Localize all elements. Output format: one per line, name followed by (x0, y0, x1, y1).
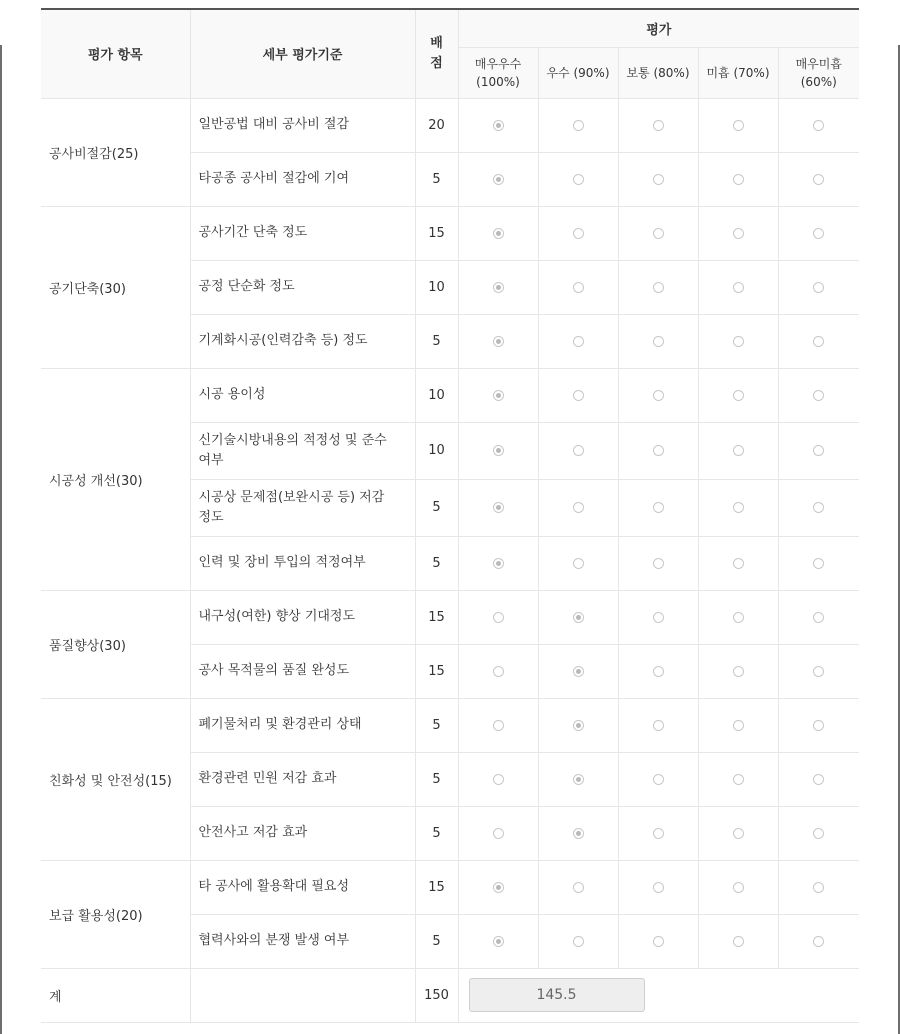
points-cell: 5 (415, 152, 458, 206)
points-cell: 10 (415, 368, 458, 422)
radio-very-poor[interactable] (813, 390, 824, 401)
grade-cell (778, 806, 859, 860)
points-cell: 20 (415, 98, 458, 152)
grade-cell (618, 368, 698, 422)
radio-excellent[interactable] (493, 720, 504, 731)
radio-very-poor[interactable] (813, 666, 824, 677)
radio-poor[interactable] (733, 666, 744, 677)
header-points-label: 배 점 (430, 35, 443, 71)
radio-excellent[interactable] (493, 336, 504, 347)
header-criteria: 세부 평가기준 (190, 9, 415, 98)
radio-excellent[interactable] (493, 558, 504, 569)
grade-cell (538, 644, 618, 698)
grade-cell (458, 536, 538, 590)
grade-cell (618, 206, 698, 260)
total-criteria-empty (190, 968, 415, 1022)
grade-header-good: 우수 (90%) (538, 47, 618, 98)
criterion-cell: 기계화시공(인력감축 등) 정도 (190, 314, 415, 368)
radio-very-poor[interactable] (813, 174, 824, 185)
table-row (41, 368, 859, 422)
radio-good[interactable] (573, 828, 584, 839)
radio-poor[interactable] (733, 174, 744, 185)
radio-good[interactable] (573, 666, 584, 677)
grade-cell (698, 422, 778, 479)
grade-cell (698, 644, 778, 698)
grade-cell (458, 368, 538, 422)
radio-average[interactable] (653, 228, 664, 239)
grade-cell (458, 422, 538, 479)
radio-average[interactable] (653, 174, 664, 185)
grade-cell (698, 536, 778, 590)
category-cell: 보급 활용성(20) (41, 860, 190, 968)
grade-cell (778, 644, 859, 698)
radio-average[interactable] (653, 282, 664, 293)
radio-very-poor[interactable] (813, 502, 824, 513)
grade-cell (538, 422, 618, 479)
points-cell: 10 (415, 422, 458, 479)
radio-excellent[interactable] (493, 390, 504, 401)
window-edge-left (0, 45, 2, 1034)
radio-very-poor[interactable] (813, 120, 824, 131)
radio-excellent[interactable] (493, 502, 504, 513)
points-cell: 15 (415, 644, 458, 698)
grade-cell (618, 698, 698, 752)
table-body (41, 98, 859, 1022)
grade-cell (458, 479, 538, 536)
grade-cell (538, 752, 618, 806)
grade-header-very-poor: 매우미흡 (60%) (778, 47, 859, 98)
grade-cell (458, 314, 538, 368)
grade-cell (778, 422, 859, 479)
radio-good[interactable] (573, 228, 584, 239)
radio-excellent[interactable] (493, 445, 504, 456)
criterion-cell: 타공종 공사비 절감에 기여 (190, 152, 415, 206)
criterion-cell: 인력 및 장비 투입의 적정여부 (190, 536, 415, 590)
grade-cell (778, 698, 859, 752)
radio-good[interactable] (573, 336, 584, 347)
radio-good[interactable] (573, 936, 584, 947)
table-row (41, 698, 859, 752)
radio-average[interactable] (653, 445, 664, 456)
radio-average[interactable] (653, 774, 664, 785)
points-cell: 15 (415, 590, 458, 644)
grade-cell (698, 206, 778, 260)
radio-excellent[interactable] (493, 174, 504, 185)
criterion-cell: 일반공법 대비 공사비 절감 (190, 98, 415, 152)
points-cell: 15 (415, 206, 458, 260)
grade-cell (698, 860, 778, 914)
grade-cell (538, 368, 618, 422)
points-cell: 5 (415, 914, 458, 968)
radio-good[interactable] (573, 882, 584, 893)
radio-very-poor[interactable] (813, 774, 824, 785)
grade-cell (618, 860, 698, 914)
grade-cell (458, 914, 538, 968)
criterion-cell: 타 공사에 활용확대 필요성 (190, 860, 415, 914)
radio-poor[interactable] (733, 390, 744, 401)
grade-cell (698, 98, 778, 152)
total-points: 150 (415, 968, 458, 1022)
radio-excellent[interactable] (493, 828, 504, 839)
grade-cell (778, 98, 859, 152)
radio-poor[interactable] (733, 828, 744, 839)
radio-poor[interactable] (733, 228, 744, 239)
radio-excellent[interactable] (493, 882, 504, 893)
grade-cell (618, 536, 698, 590)
grade-header-average: 보통 (80%) (618, 47, 698, 98)
total-row (41, 968, 859, 1022)
radio-average[interactable] (653, 336, 664, 347)
grade-cell (618, 752, 698, 806)
radio-average[interactable] (653, 666, 664, 677)
radio-very-poor[interactable] (813, 445, 824, 456)
radio-very-poor[interactable] (813, 336, 824, 347)
radio-poor[interactable] (733, 774, 744, 785)
grade-cell (458, 806, 538, 860)
grade-cell (458, 752, 538, 806)
total-score-field[interactable]: 145.5 (469, 978, 645, 1012)
radio-very-poor[interactable] (813, 720, 824, 731)
radio-poor[interactable] (733, 720, 744, 731)
criterion-cell: 공사 목적물의 품질 완성도 (190, 644, 415, 698)
radio-poor[interactable] (733, 445, 744, 456)
radio-good[interactable] (573, 120, 584, 131)
points-cell: 10 (415, 260, 458, 314)
radio-poor[interactable] (733, 282, 744, 293)
radio-poor[interactable] (733, 882, 744, 893)
grade-cell (458, 206, 538, 260)
grade-cell (458, 98, 538, 152)
grade-cell (778, 590, 859, 644)
grade-cell (618, 152, 698, 206)
grade-cell (538, 260, 618, 314)
criterion-cell: 협력사와의 분쟁 발생 여부 (190, 914, 415, 968)
table-row (41, 860, 859, 914)
radio-very-poor[interactable] (813, 936, 824, 947)
criterion-cell: 안전사고 저감 효과 (190, 806, 415, 860)
grade-cell (538, 314, 618, 368)
radio-excellent[interactable] (493, 282, 504, 293)
radio-excellent[interactable] (493, 120, 504, 131)
grade-cell (538, 914, 618, 968)
category-cell: 친화성 및 안전성(15) (41, 698, 190, 860)
header-points (415, 9, 458, 98)
grade-cell (538, 806, 618, 860)
radio-good[interactable] (573, 390, 584, 401)
radio-good[interactable] (573, 612, 584, 623)
grade-cell (618, 644, 698, 698)
category-cell: 공기단축(30) (41, 206, 190, 368)
grade-cell (538, 536, 618, 590)
grade-cell (778, 206, 859, 260)
total-score-cell (458, 968, 859, 1022)
radio-poor[interactable] (733, 558, 744, 569)
radio-poor[interactable] (733, 336, 744, 347)
grade-header-excellent: 매우우수 (100%) (458, 47, 538, 98)
points-cell: 15 (415, 860, 458, 914)
grade-cell (538, 479, 618, 536)
radio-average[interactable] (653, 720, 664, 731)
grade-cell (538, 152, 618, 206)
grade-cell (698, 806, 778, 860)
grade-cell (778, 314, 859, 368)
grade-cell (698, 314, 778, 368)
grade-cell (778, 914, 859, 968)
radio-average[interactable] (653, 612, 664, 623)
radio-good[interactable] (573, 445, 584, 456)
grade-cell (698, 914, 778, 968)
grade-cell (458, 152, 538, 206)
radio-very-poor[interactable] (813, 282, 824, 293)
grade-cell (698, 752, 778, 806)
radio-excellent[interactable] (493, 228, 504, 239)
grade-cell (698, 368, 778, 422)
criterion-cell: 시공상 문제점(보완시공 등) 저감정도 (190, 479, 415, 536)
radio-good[interactable] (573, 558, 584, 569)
grade-cell (618, 590, 698, 644)
grade-cell (458, 590, 538, 644)
grade-cell (778, 860, 859, 914)
radio-excellent[interactable] (493, 936, 504, 947)
points-cell: 5 (415, 536, 458, 590)
points-cell: 5 (415, 698, 458, 752)
radio-good[interactable] (573, 502, 584, 513)
grade-cell (458, 260, 538, 314)
grade-cell (698, 590, 778, 644)
radio-very-poor[interactable] (813, 882, 824, 893)
grade-cell (778, 479, 859, 536)
radio-very-poor[interactable] (813, 228, 824, 239)
evaluation-form (41, 8, 859, 1023)
radio-excellent[interactable] (493, 612, 504, 623)
grade-cell (778, 260, 859, 314)
grade-cell (698, 698, 778, 752)
grade-cell (538, 860, 618, 914)
grade-cell (538, 698, 618, 752)
grade-cell (538, 98, 618, 152)
radio-poor[interactable] (733, 936, 744, 947)
grade-cell (778, 752, 859, 806)
radio-poor[interactable] (733, 120, 744, 131)
radio-average[interactable] (653, 120, 664, 131)
grade-cell (698, 152, 778, 206)
grade-cell (458, 644, 538, 698)
grade-cell (618, 98, 698, 152)
radio-good[interactable] (573, 282, 584, 293)
table-header (41, 9, 859, 98)
radio-poor[interactable] (733, 502, 744, 513)
radio-average[interactable] (653, 390, 664, 401)
category-cell: 시공성 개선(30) (41, 368, 190, 590)
grade-cell (538, 206, 618, 260)
grade-cell (618, 422, 698, 479)
criterion-cell: 신기술시방내용의 적정성 및 준수여부 (190, 422, 415, 479)
criterion-cell: 공정 단순화 정도 (190, 260, 415, 314)
radio-very-poor[interactable] (813, 828, 824, 839)
radio-good[interactable] (573, 174, 584, 185)
grade-cell (698, 479, 778, 536)
points-cell: 5 (415, 806, 458, 860)
radio-average[interactable] (653, 558, 664, 569)
evaluation-table (41, 8, 859, 1023)
criterion-cell: 폐기물처리 및 환경관리 상태 (190, 698, 415, 752)
criterion-cell: 환경관련 민원 저감 효과 (190, 752, 415, 806)
header-evaluation: 평가 (458, 9, 859, 47)
grade-header-poor: 미흡 (70%) (698, 47, 778, 98)
category-cell: 품질향상(30) (41, 590, 190, 698)
radio-average[interactable] (653, 502, 664, 513)
points-cell: 5 (415, 314, 458, 368)
grade-cell (618, 479, 698, 536)
criterion-cell: 시공 용이성 (190, 368, 415, 422)
category-cell: 공사비절감(25) (41, 98, 190, 206)
total-label: 계 (41, 968, 190, 1022)
grade-cell (618, 914, 698, 968)
radio-excellent[interactable] (493, 774, 504, 785)
table-row (41, 590, 859, 644)
radio-poor[interactable] (733, 612, 744, 623)
points-cell: 5 (415, 752, 458, 806)
header-category: 평가 항목 (41, 9, 190, 98)
grade-cell (538, 590, 618, 644)
grade-cell (778, 152, 859, 206)
radio-excellent[interactable] (493, 666, 504, 677)
radio-good[interactable] (573, 720, 584, 731)
grade-cell (698, 260, 778, 314)
grade-cell (778, 536, 859, 590)
table-row (41, 98, 859, 152)
grade-cell (618, 260, 698, 314)
radio-average[interactable] (653, 828, 664, 839)
grade-cell (458, 698, 538, 752)
radio-very-poor[interactable] (813, 558, 824, 569)
criterion-cell: 공사기간 단축 정도 (190, 206, 415, 260)
grade-cell (618, 806, 698, 860)
table-row (41, 206, 859, 260)
grade-cell (458, 860, 538, 914)
radio-average[interactable] (653, 882, 664, 893)
points-cell: 5 (415, 479, 458, 536)
grade-cell (618, 314, 698, 368)
grade-cell (778, 368, 859, 422)
criterion-cell: 내구성(여한) 향상 기대정도 (190, 590, 415, 644)
radio-average[interactable] (653, 936, 664, 947)
radio-good[interactable] (573, 774, 584, 785)
radio-very-poor[interactable] (813, 612, 824, 623)
